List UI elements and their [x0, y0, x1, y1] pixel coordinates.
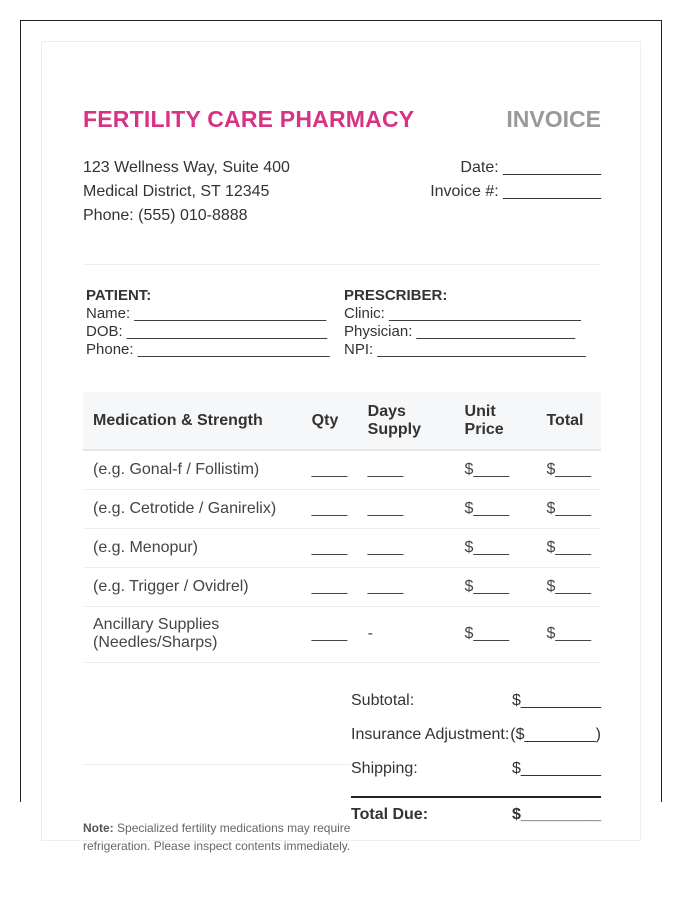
invoice-number-field[interactable]: Invoice #: ___________ — [430, 183, 601, 200]
col-total: Total — [536, 392, 601, 450]
medication-cell[interactable]: (e.g. Menopur) — [83, 528, 302, 567]
shipping-row — [351, 760, 601, 778]
npi-field[interactable]: NPI: _________________________ — [344, 341, 586, 358]
total-cell[interactable]: $____ — [536, 606, 601, 662]
total-cell[interactable]: $____ — [536, 489, 601, 528]
shipping-label: Shipping: — [351, 760, 418, 777]
table-row — [83, 489, 601, 528]
invoice-meta — [430, 156, 601, 204]
medication-cell[interactable]: (e.g. Trigger / Ovidrel) — [83, 567, 302, 606]
medication-cell[interactable]: (e.g. Gonal-f / Follistim) — [83, 450, 302, 489]
qty-cell[interactable]: ____ — [302, 450, 358, 489]
divider — [83, 264, 601, 265]
medication-cell[interactable]: Ancillary Supplies (Needles/Sharps) — [83, 606, 302, 662]
table-row — [83, 606, 601, 662]
qty-cell[interactable]: ____ — [302, 489, 358, 528]
note-divider — [83, 764, 351, 765]
prescriber-heading: PRESCRIBER: — [344, 287, 448, 304]
days-cell[interactable]: ____ — [358, 528, 455, 567]
total-divider — [351, 796, 601, 798]
address-line: Medical District, ST 12345 — [83, 183, 270, 200]
unit-price-cell[interactable]: $____ — [455, 606, 537, 662]
days-cell[interactable]: ____ — [358, 567, 455, 606]
pharmacy-address — [83, 156, 290, 228]
medication-table — [83, 392, 601, 663]
table-row — [83, 450, 601, 489]
page-frame — [20, 20, 662, 853]
days-cell[interactable]: ____ — [358, 450, 455, 489]
col-unit-price: Unit Price — [455, 392, 537, 450]
medication-cell[interactable]: (e.g. Cetrotide / Ganirelix) — [83, 489, 302, 528]
qty-cell[interactable]: ____ — [302, 567, 358, 606]
shipping-value[interactable]: $_________ — [512, 760, 601, 777]
days-cell[interactable]: ____ — [358, 489, 455, 528]
patient-phone-field[interactable]: Phone: _______________________ — [86, 341, 330, 358]
insurance-label: Insurance Adjustment: — [351, 726, 510, 743]
insurance-row — [351, 726, 601, 744]
patient-dob-field[interactable]: DOB: ________________________ — [86, 323, 328, 340]
unit-price-cell[interactable]: $____ — [455, 489, 537, 528]
physician-field[interactable]: Physician: ___________________ — [344, 323, 576, 340]
total-cell[interactable]: $____ — [536, 567, 601, 606]
qty-cell[interactable]: ____ — [302, 528, 358, 567]
total-due-label: Total Due: — [351, 806, 429, 823]
patient-block — [86, 287, 330, 359]
table-row — [83, 528, 601, 567]
subtotal-label: Subtotal: — [351, 692, 415, 709]
patient-name-field[interactable]: Name: _______________________ — [86, 305, 327, 322]
date-field[interactable]: Date: ___________ — [460, 159, 601, 176]
subtotal-value[interactable]: $_________ — [512, 692, 601, 709]
document-title: INVOICE — [506, 106, 601, 132]
note-label: Note: — [83, 821, 114, 835]
table-header-row — [83, 392, 601, 450]
clinic-field[interactable]: Clinic: _______________________ — [344, 305, 581, 322]
subtotal-row — [351, 692, 601, 710]
col-medication: Medication & Strength — [83, 392, 302, 450]
days-cell[interactable]: - — [358, 606, 455, 662]
table-row — [83, 567, 601, 606]
note-text — [83, 819, 351, 855]
pharmacy-name: FERTILITY CARE PHARMACY — [83, 106, 415, 132]
prescriber-block — [344, 287, 586, 359]
qty-cell[interactable]: ____ — [302, 606, 358, 662]
invoice-sheet — [41, 41, 641, 853]
note-body: Specialized fertility medications may require refrigeration. Please inspect contents immediately. — [83, 821, 351, 853]
total-cell[interactable]: $____ — [536, 528, 601, 567]
col-qty: Qty — [302, 392, 358, 450]
address-line: 123 Wellness Way, Suite 400 — [83, 159, 290, 176]
col-days-supply: Days Supply — [358, 392, 455, 450]
unit-price-cell[interactable]: $____ — [455, 450, 537, 489]
unit-price-cell[interactable]: $____ — [455, 567, 537, 606]
insurance-value[interactable]: ($________) — [510, 726, 601, 743]
unit-price-cell[interactable]: $____ — [455, 528, 537, 567]
phone-line: Phone: (555) 010-8888 — [83, 207, 248, 224]
patient-heading: PATIENT: — [86, 287, 152, 304]
total-cell[interactable]: $____ — [536, 450, 601, 489]
total-due-row — [351, 806, 601, 824]
total-due-value[interactable]: $_________ — [512, 806, 601, 823]
